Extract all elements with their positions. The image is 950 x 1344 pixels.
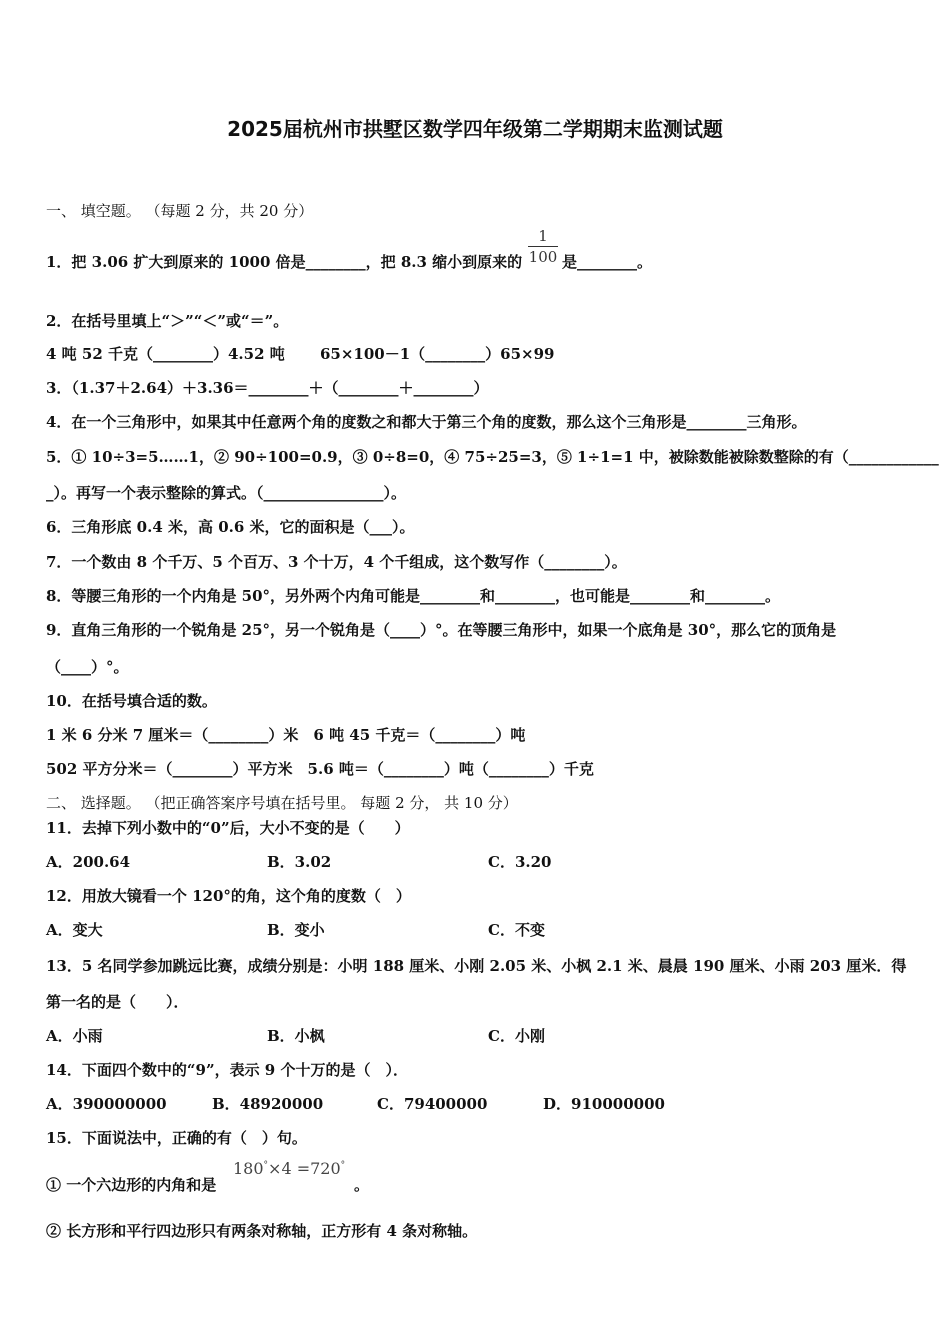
question-11-option-a: A．200.64: [46, 853, 131, 871]
question-1-text-a: 1．把 3.06 扩大到原来的 1000 倍是________，把 8.3 缩小到原来的: [46, 253, 523, 271]
question-9-line-1: 9．直角三角形的一个锐角是 25°，另一个锐角是（____）°。在等腰三角形中，如果一个底角是 30°，那么它的顶角是: [46, 621, 837, 639]
fraction-numerator: 1: [538, 227, 548, 245]
question-14-option-c: C．79400000: [377, 1095, 488, 1113]
question-2: 2．在括号里填上“＞”“＜”或“＝”。: [46, 312, 289, 330]
question-13-option-c: C．小刚: [488, 1027, 545, 1045]
question-1-text-b: 是________。: [562, 253, 653, 271]
equation-part-b: ×4 =720: [268, 1159, 341, 1178]
question-15-statement-1: ① 一个六边形的内角和是: [46, 1176, 217, 1194]
question-5-line-2: _）。再写一个表示整除的算式。（________________）。: [46, 484, 407, 502]
equation-hexagon-angles: [233, 1159, 345, 1178]
question-13-line-1: 13．5 名同学参加跳远比赛，成绩分别是：小明 188 厘米、小刚 2.05 米、小枫 2.1 米、晨晨 190 厘米、小雨 203 厘米．得: [46, 957, 907, 975]
question-7: 7．一个数由 8 个千万、5 个百万、3 个十万，4 个千组成，这个数写作（________）。: [46, 553, 627, 571]
question-1: [46, 252, 522, 272]
fraction-bar: [528, 246, 558, 247]
question-11-option-c: C．3.20: [488, 853, 552, 871]
question-12-option-c: C．不变: [488, 921, 545, 939]
equation-part-a: 180: [233, 1159, 264, 1178]
question-5-line-1: 5．① 10÷3=5……1，② 90÷100=0.9，③ 0÷8=0，④ 75÷25=3，⑤ 1÷1=1 中，被除数能被除数整除的有（____________: [46, 448, 939, 466]
question-13-option-b: B．小枫: [267, 1027, 325, 1045]
fraction-1-100: [526, 227, 560, 266]
question-15-statement-1-end: 。: [354, 1176, 370, 1194]
question-10: 10．在括号填合适的数。: [46, 692, 217, 710]
question-14: 14．下面四个数中的“9”，表示 9 个十万的是（ ）．: [46, 1061, 408, 1079]
question-13-option-a: A．小雨: [46, 1027, 103, 1045]
question-11: 11．去掉下列小数中的“0”后，大小不变的是（ ）: [46, 819, 410, 837]
question-15-statement-2: ② 长方形和平行四边形只有两条对称轴，正方形有 4 条对称轴。: [46, 1222, 478, 1240]
question-12-option-b: B．变小: [267, 921, 325, 939]
question-2-compare: 4 吨 52 千克（________）4.52 吨 65×100－1（________）65×99: [46, 345, 555, 363]
question-13-line-2: 第一名的是（ ）．: [46, 993, 189, 1011]
question-10-line-2: 502 平方分米＝（________）平方米 5.6 吨＝（________）吨（________）千克: [46, 760, 594, 778]
degree-symbol-1: °: [263, 1160, 269, 1171]
question-8: 8．等腰三角形的一个内角是 50°，另外两个内角可能是________和________，也可能是________和________。: [46, 587, 781, 605]
question-12-option-a: A．变大: [46, 921, 103, 939]
question-12: 12．用放大镜看一个 120°的角，这个角的度数（ ）: [46, 887, 411, 905]
section-2-heading: 二、 选择题。 （把正确答案序号填在括号里。 每题 2 分， 共 10 分）: [46, 794, 518, 812]
degree-symbol-2: °: [340, 1160, 346, 1171]
question-3: 3．（1.37＋2.64）＋3.36＝________＋（________＋________）: [46, 379, 489, 397]
question-11-option-b: B．3.02: [267, 853, 332, 871]
question-4: 4．在一个三角形中，如果其中任意两个角的度数之和都大于第三个角的度数，那么这个三角形是________三角形。: [46, 413, 807, 431]
question-10-line-1: 1 米 6 分米 7 厘米＝（________）米 6 吨 45 千克＝（________）吨: [46, 726, 526, 744]
question-6: 6．三角形底 0.4 米，高 0.6 米，它的面积是（___）。: [46, 518, 415, 536]
question-9-line-2: （____）°。: [46, 658, 129, 676]
fraction-denominator: 100: [528, 248, 558, 266]
page-title: 2025届杭州市拱墅区数学四年级第二学期期末监测试题: [227, 117, 723, 141]
question-14-option-b: B．48920000: [212, 1095, 324, 1113]
question-15: 15．下面说法中，正确的有（ ）句。: [46, 1129, 307, 1147]
question-14-option-a: A．390000000: [46, 1095, 167, 1113]
question-14-option-d: D．910000000: [543, 1095, 665, 1113]
section-1-heading: 一、 填空题。 （每题 2 分，共 20 分）: [46, 202, 314, 220]
